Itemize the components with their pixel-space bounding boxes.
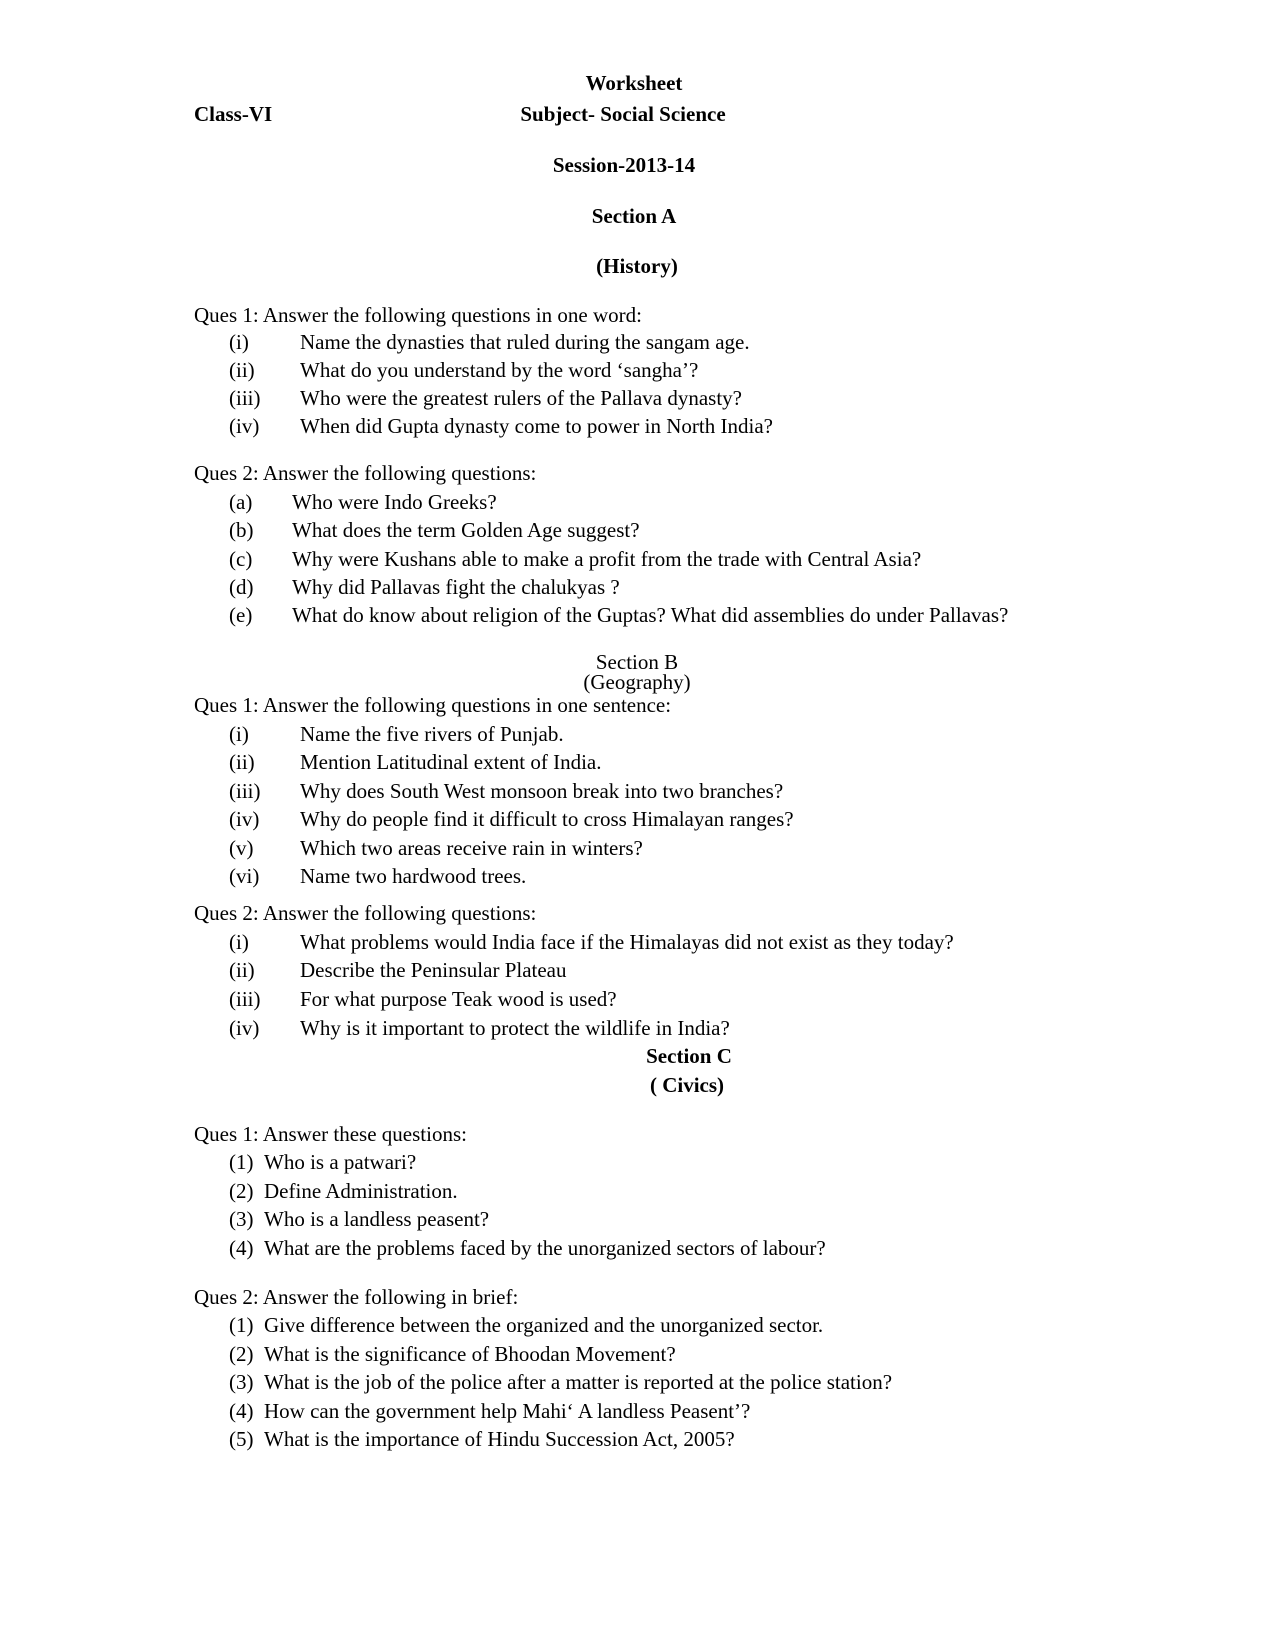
list-item-text: What are the problems faced by the unorganized sectors of labour?	[264, 1236, 826, 1260]
worksheet-title: Worksheet	[585, 71, 683, 95]
list-item-label: (i)	[229, 722, 249, 746]
list-item-label: (b)	[229, 518, 254, 542]
list-item-text: What do you understand by the word ‘sangha’?	[300, 358, 699, 382]
list-item-label: (2)	[229, 1179, 254, 1203]
list-item-text: Who is a landless peasent?	[264, 1207, 490, 1231]
section-b-q1-heading: Ques 1: Answer the following questions in one sentence:	[194, 693, 672, 717]
session-label: Session-2013-14	[552, 153, 696, 177]
list-item-text: Why do people find it difficult to cross Himalayan ranges?	[300, 807, 794, 831]
list-item-text: Why does South West monsoon break into two branches?	[300, 779, 784, 803]
list-item-text: What does the term Golden Age suggest?	[292, 518, 640, 542]
list-item-label: (a)	[229, 490, 253, 514]
list-item-label: (c)	[229, 547, 253, 571]
list-item-text: Why did Pallavas fight the chalukyas ?	[292, 575, 620, 599]
section-a-subtitle: (History)	[596, 254, 678, 278]
list-item-text: Name the dynasties that ruled during the sangam age.	[300, 330, 750, 354]
list-item-label: (1)	[229, 1150, 254, 1174]
list-item-text: When did Gupta dynasty come to power in North India?	[300, 414, 773, 438]
list-item-label: (d)	[229, 575, 254, 599]
list-item-text: Describe the Peninsular Plateau	[300, 958, 567, 982]
section-a-title: Section A	[591, 204, 677, 228]
list-item-label: (2)	[229, 1342, 254, 1366]
list-item-text: What is the job of the police after a matter is reported at the police station?	[264, 1370, 893, 1394]
list-item-label: (v)	[229, 836, 254, 860]
section-a-q2-heading: Ques 2: Answer the following questions:	[194, 461, 537, 485]
section-c-subtitle: ( Civics)	[649, 1073, 725, 1097]
list-item-text: What is the importance of Hindu Succession Act, 2005?	[264, 1427, 735, 1451]
list-item-label: (1)	[229, 1313, 254, 1337]
list-item-label: (iv)	[229, 1016, 260, 1040]
class-label: Class-VI	[194, 102, 273, 126]
list-item-label: (ii)	[229, 958, 255, 982]
list-item-text: Who were Indo Greeks?	[292, 490, 497, 514]
list-item-label: (iii)	[229, 987, 261, 1011]
list-item-text: Mention Latitudinal extent of India.	[300, 750, 602, 774]
list-item-text: For what purpose Teak wood is used?	[300, 987, 617, 1011]
list-item-text: Name two hardwood trees.	[300, 864, 527, 888]
list-item-label: (5)	[229, 1427, 254, 1451]
list-item-label: (iv)	[229, 414, 260, 438]
section-c-q2-heading: Ques 2: Answer the following in brief:	[194, 1285, 519, 1309]
list-item-label: (ii)	[229, 358, 255, 382]
list-item-label: (i)	[229, 330, 249, 354]
list-item-label: (4)	[229, 1399, 254, 1423]
list-item-text: How can the government help Mahi‘ A landless Peasent’?	[264, 1399, 751, 1423]
list-item-text: Who is a patwari?	[264, 1150, 417, 1174]
list-item-text: Who were the greatest rulers of the Pallava dynasty?	[300, 386, 742, 410]
list-item-label: (iv)	[229, 807, 260, 831]
section-c-q1-heading: Ques 1: Answer these questions:	[194, 1122, 467, 1146]
list-item-text: Which two areas receive rain in winters?	[300, 836, 643, 860]
list-item-label: (iii)	[229, 386, 261, 410]
section-a-q1-heading: Ques 1: Answer the following questions in one word:	[194, 303, 642, 327]
list-item-label: (3)	[229, 1370, 254, 1394]
list-item-text: Name the five rivers of Punjab.	[300, 722, 564, 746]
section-b-subtitle: (Geography)	[583, 670, 691, 694]
subject-label: Subject- Social Science	[520, 102, 726, 126]
list-item-text: Why were Kushans able to make a profit from the trade with Central Asia?	[292, 547, 922, 571]
section-b-title: Section B	[595, 650, 679, 674]
list-item-text: What problems would India face if the Himalayas did not exist as they today?	[300, 930, 954, 954]
list-item-text: What do know about religion of the Guptas? What did assemblies do under Pallavas?	[292, 603, 1009, 627]
list-item-text: Why is it important to protect the wildlife in India?	[300, 1016, 730, 1040]
list-item-label: (ii)	[229, 750, 255, 774]
list-item-text: What is the significance of Bhoodan Movement?	[264, 1342, 676, 1366]
list-item-text: Define Administration.	[264, 1179, 458, 1203]
list-item-label: (3)	[229, 1207, 254, 1231]
list-item-label: (i)	[229, 930, 249, 954]
section-b-q2-heading: Ques 2: Answer the following questions:	[194, 901, 537, 925]
list-item-label: (vi)	[229, 864, 260, 888]
section-c-title: Section C	[646, 1044, 732, 1068]
list-item-label: (4)	[229, 1236, 254, 1260]
list-item-text: Give difference between the organized and the unorganized sector.	[264, 1313, 824, 1337]
list-item-label: (iii)	[229, 779, 261, 803]
list-item-label: (e)	[229, 603, 253, 627]
